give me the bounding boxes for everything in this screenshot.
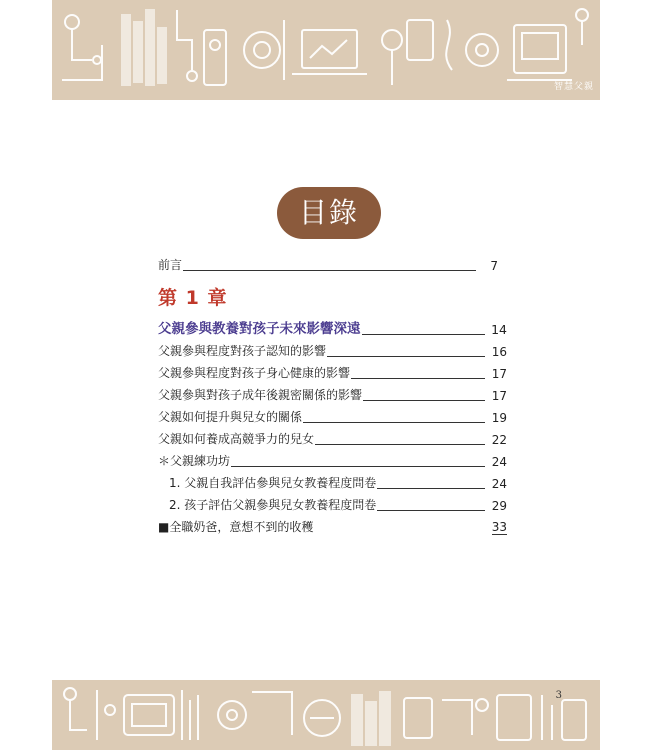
circuit-pattern-icon [52,0,600,100]
toc-entry[interactable] [158,519,507,535]
leader-line [362,334,486,335]
toc-entry-label: 父親參與程度對孩子身心健康的影響 [158,366,351,380]
toc-entry-label: 父親參與程度對孩子認知的影響 [158,344,327,358]
toc-entry-label: 1. 父親自我評估參與兒女教養程度問卷 [169,476,377,490]
toc-entry-label: 前言 [158,258,183,272]
leader-line [351,378,485,379]
leader-line [377,488,485,489]
toc-entry-page: 14 [491,322,507,337]
toc-entry[interactable] [158,453,507,469]
toc-entry[interactable] [158,409,507,425]
toc-entry-label: 父親參與教養對孩子未來影響深遠 [158,317,362,337]
toc-entry[interactable] [158,365,507,381]
leader-line [327,356,485,357]
leader-line [363,400,485,401]
toc-entry-page: 19 [491,411,507,425]
toc-entry-page-number: 33 [491,520,507,534]
toc-entry[interactable] [158,387,507,403]
page-title: 目錄 [277,187,381,239]
toc-entry-label: 2. 孩子評估父親參與兒女教養程度問卷 [169,498,377,512]
book-page [52,0,600,750]
toc-entry[interactable] [169,475,507,491]
toc-entry[interactable] [158,431,507,447]
toc-entry[interactable] [158,321,507,337]
leader-line [183,270,476,271]
brand-label: 智慧父親 [553,82,594,92]
toc-entry-label: 父親參與對孩子成年後親密關係的影響 [158,388,363,402]
toc-entry-label: 父親如何提升與兒女的關係 [158,410,303,424]
toc-entry-page: 24 [491,455,507,469]
toc-entry-page [485,520,507,535]
toc-entry[interactable] [169,497,507,513]
toc-entry-page: 24 [491,477,507,491]
toc-entry-label: ■全職奶爸，意想不到的收穫 [158,520,314,534]
page-number: 3 [555,690,562,701]
leader-line [315,444,485,445]
toc-entry-label: ＊父親練功坊 [158,454,231,468]
leader-line [303,422,485,423]
leader-line [231,466,485,467]
footer-decoration-band [52,680,600,750]
toc-entry-page: 17 [491,389,507,403]
toc-entry-page: 7 [490,259,498,273]
leader-line [377,510,485,511]
toc-entry-preface[interactable] [158,257,498,273]
toc-entry-page: 17 [491,367,507,381]
toc-entry-page: 29 [491,499,507,513]
chapter-heading: 第 1 章 [158,287,228,309]
toc-entry-page: 22 [491,433,507,447]
circuit-pattern-icon [52,680,600,750]
toc-entry[interactable] [158,343,507,359]
header-decoration-band [52,0,600,100]
toc-entry-label: 父親如何養成高競爭力的兒女 [158,432,315,446]
toc-entry-page: 16 [491,345,507,359]
